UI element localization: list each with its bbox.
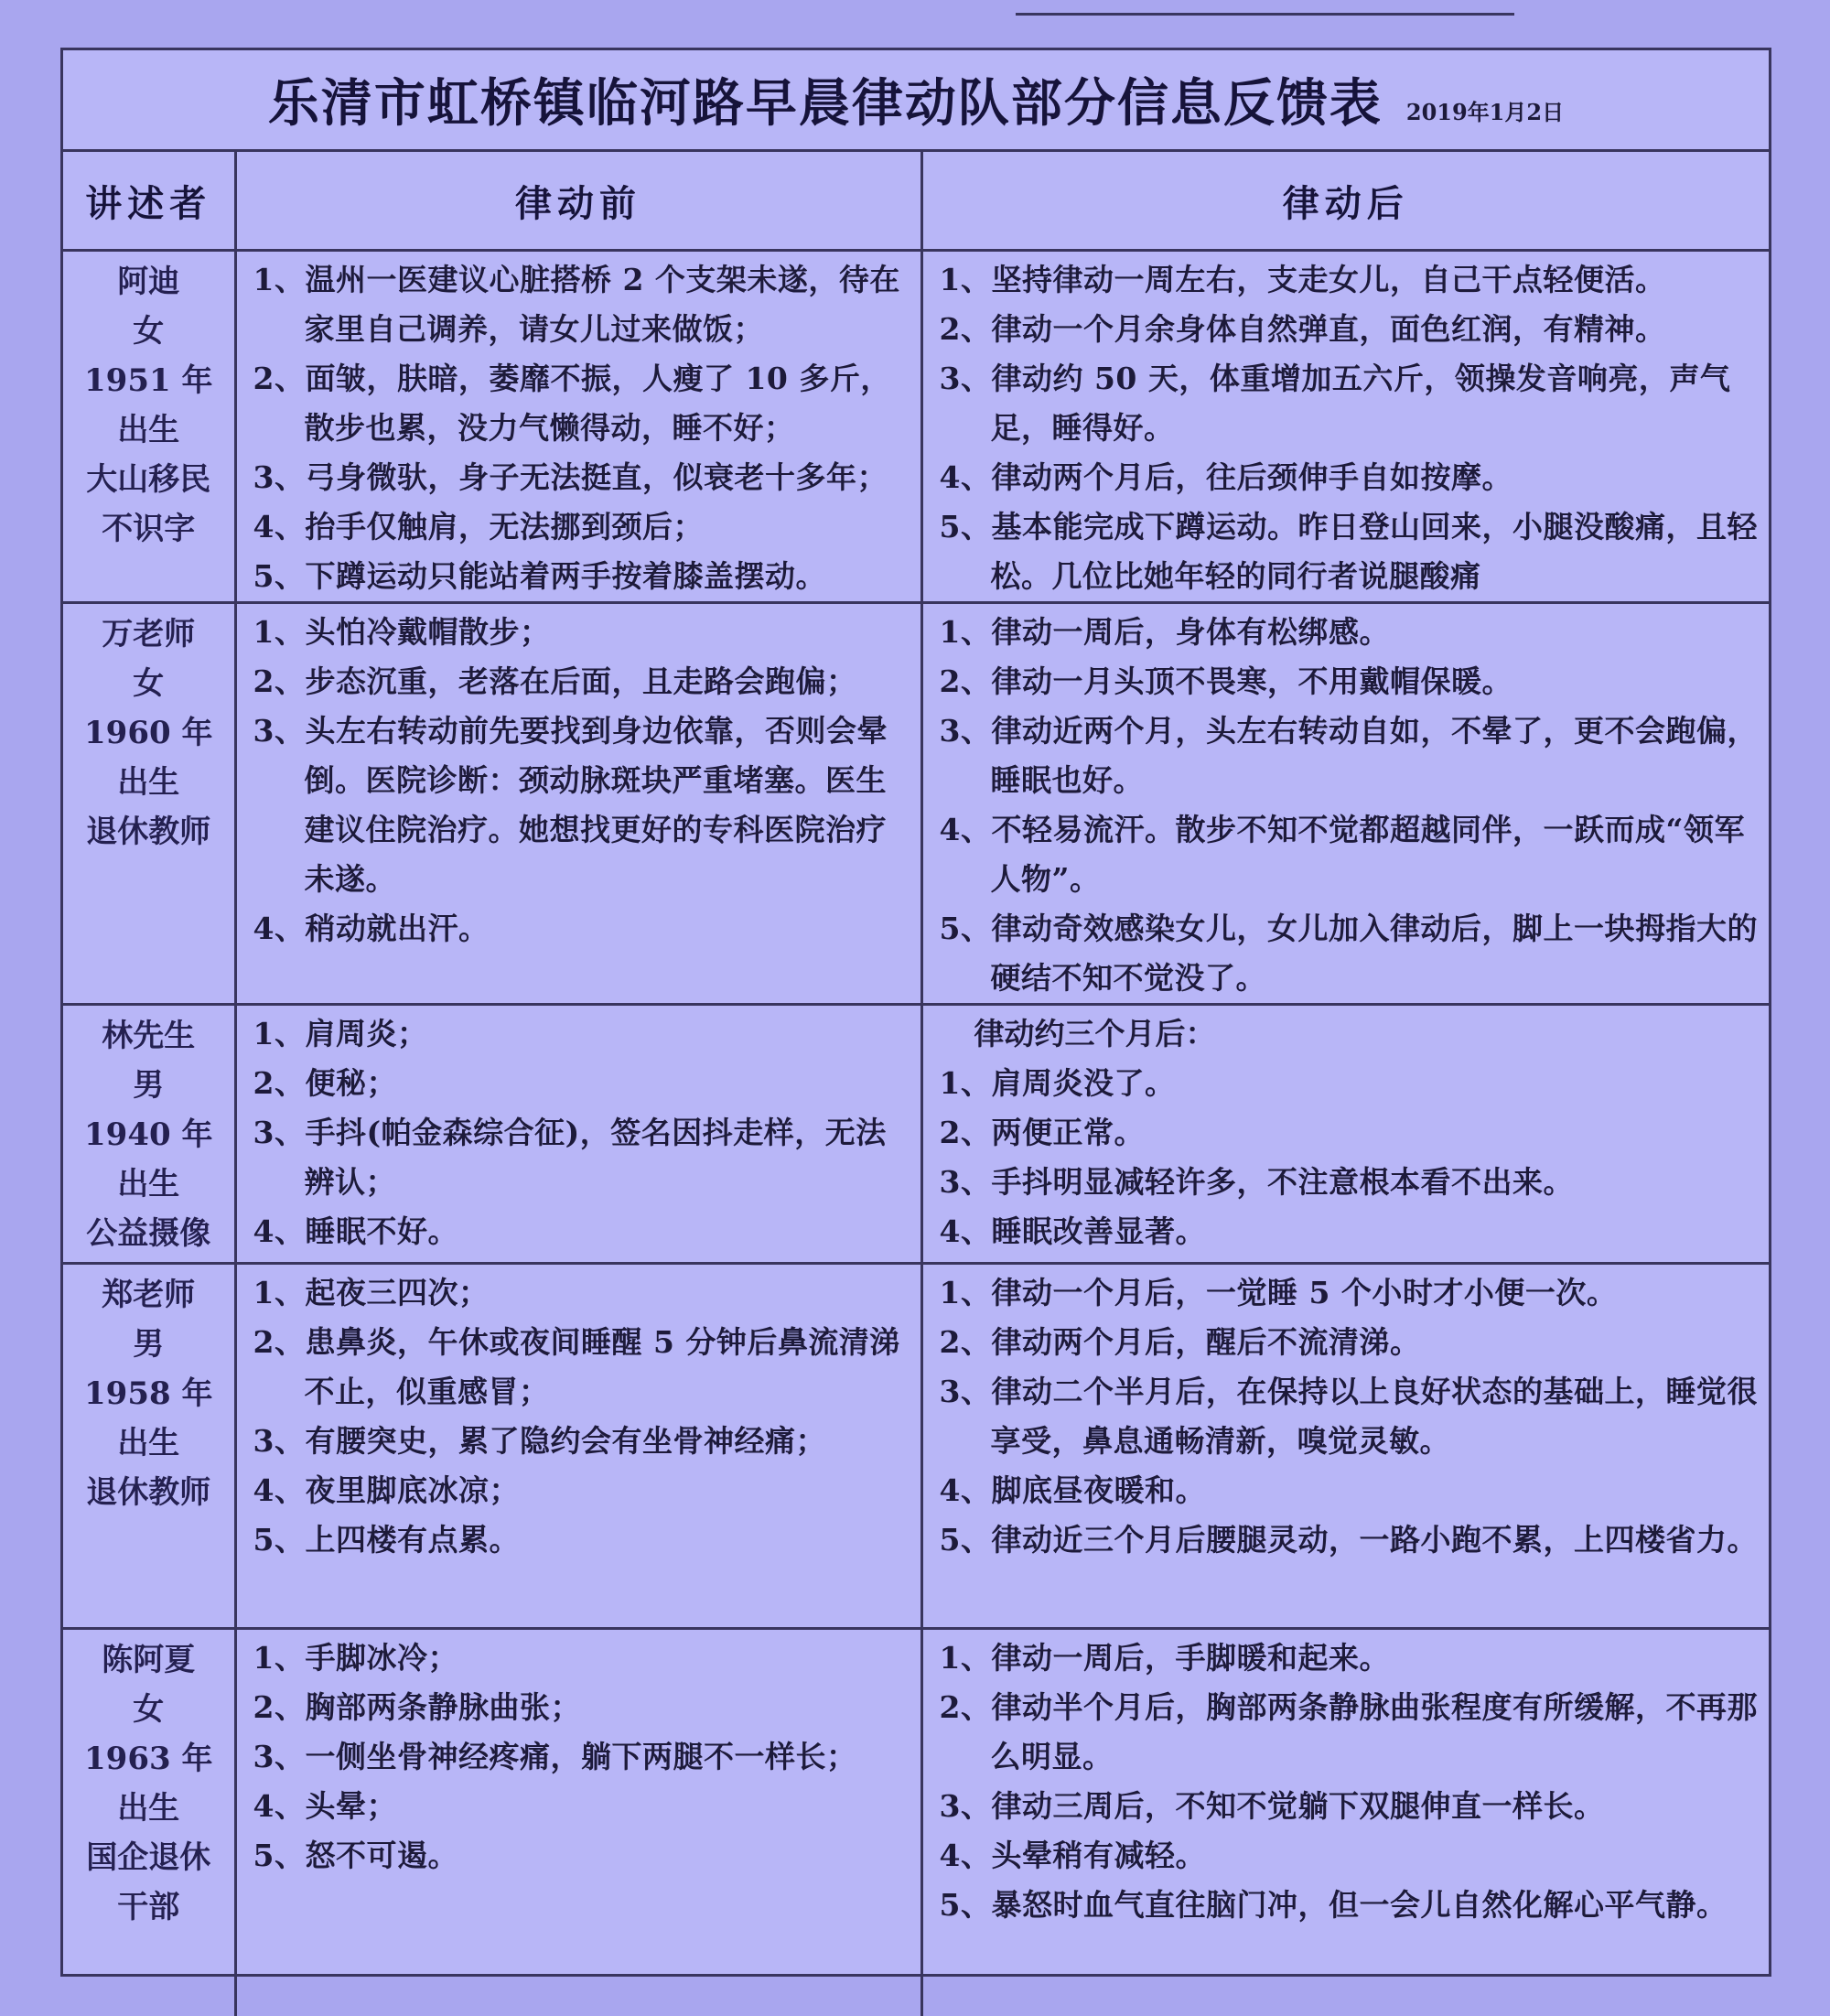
before-item: 5、下蹲运动只能站着两手按着膝盖摆动。 <box>253 552 911 601</box>
before-item: 3、一侧坐骨神经疼痛，躺下两腿不一样长； <box>253 1732 911 1782</box>
before-item: 4、睡眠不好。 <box>253 1207 911 1256</box>
after-cell <box>921 1005 1769 1264</box>
narrator-cell <box>63 1629 235 2016</box>
narrator-line: 女 <box>63 1685 234 1734</box>
after-item: 2、两便正常。 <box>940 1108 1760 1158</box>
narrator-cell <box>63 603 235 1005</box>
before-item: 4、夜里脚底冰凉； <box>253 1466 911 1515</box>
table-row <box>63 251 1769 603</box>
narrator-line: 国企退休 <box>63 1833 234 1882</box>
after-item: 1、律动一个月后，一觉睡 5 个小时才小便一次。 <box>940 1268 1760 1318</box>
after-cell <box>921 603 1769 1005</box>
after-item: 3、律动二个半月后，在保持以上良好状态的基础上，睡觉很享受，鼻息通畅清新，嗅觉灵敏。 <box>940 1367 1760 1466</box>
narrator-line: 万老师 <box>63 609 234 659</box>
narrator-line: 郑老师 <box>63 1270 234 1320</box>
narrator-line: 男 <box>63 1061 234 1110</box>
after-cell <box>921 1629 1769 2016</box>
table-row <box>63 1005 1769 1264</box>
narrator-line: 公益摄像 <box>63 1209 234 1258</box>
narrator-line: 退休教师 <box>63 807 234 857</box>
before-cell <box>235 1264 921 1629</box>
header-after: 律动后 <box>921 152 1769 251</box>
narrator-line: 1958 年 <box>63 1369 234 1418</box>
narrator-cell <box>63 1005 235 1264</box>
narrator-cell <box>63 251 235 603</box>
before-item: 1、温州一医建议心脏搭桥 2 个支架未遂，待在家里自己调养，请女儿过来做饭； <box>253 255 911 354</box>
after-item: 2、律动半个月后，胸部两条静脉曲张程度有所缓解，不再那么明显。 <box>940 1683 1760 1782</box>
table-row <box>63 603 1769 1005</box>
after-item: 5、暴怒时血气直往脑门冲，但一会儿自然化解心平气静。 <box>940 1881 1760 1930</box>
form-date: 2019年1月2日 <box>1406 94 1564 126</box>
before-item: 2、步态沉重，老落在后面，且走路会跑偏； <box>253 657 911 706</box>
narrator-line: 出生 <box>63 758 234 807</box>
header-narrator: 讲述者 <box>63 152 235 251</box>
after-item: 5、律动奇效感染女儿，女儿加入律动后，脚上一块拇指大的硬结不知不觉没了。 <box>940 904 1760 1003</box>
table-row <box>63 1264 1769 1629</box>
before-cell <box>235 1629 921 2016</box>
before-item: 5、上四楼有点累。 <box>253 1515 911 1565</box>
before-item: 3、手抖(帕金森综合征)，签名因抖走样，无法辨认； <box>253 1108 911 1207</box>
after-lead: 律动约三个月后： <box>940 1009 1760 1059</box>
before-item: 4、稍动就出汗。 <box>253 904 911 954</box>
after-item: 2、律动两个月后，醒后不流清涕。 <box>940 1318 1760 1367</box>
before-item: 1、起夜三四次； <box>253 1268 911 1318</box>
title-row <box>63 50 1769 152</box>
narrator-line: 1960 年 <box>63 708 234 758</box>
narrator-line: 男 <box>63 1320 234 1369</box>
after-item: 4、头晕稍有减轻。 <box>940 1831 1760 1881</box>
narrator-line: 1963 年 <box>63 1734 234 1784</box>
after-item: 3、手抖明显减轻许多，不注意根本看不出来。 <box>940 1158 1760 1207</box>
table-row <box>63 1629 1769 2016</box>
after-item: 2、律动一个月余身体自然弹直，面色红润，有精神。 <box>940 305 1760 354</box>
before-item: 4、抬手仅触肩，无法挪到颈后； <box>253 502 911 552</box>
narrator-line: 大山移民 <box>63 455 234 504</box>
narrator-line: 出生 <box>63 1159 234 1209</box>
before-item: 5、怒不可遏。 <box>253 1831 911 1881</box>
after-item: 4、不轻易流汗。散步不知不觉都超越同伴，一跃而成“领军人物”。 <box>940 805 1760 904</box>
after-item: 1、坚持律动一周左右，支走女儿，自己干点轻便活。 <box>940 255 1760 305</box>
narrator-line: 退休教师 <box>63 1468 234 1517</box>
after-cell <box>921 251 1769 603</box>
after-item: 3、律动约 50 天，体重增加五六斤，领操发音响亮，声气足，睡得好。 <box>940 354 1760 453</box>
feedback-form <box>60 48 1771 1977</box>
after-item: 2、律动一月头顶不畏寒，不用戴帽保暖。 <box>940 657 1760 706</box>
before-item: 1、头怕冷戴帽散步； <box>253 608 911 657</box>
after-item: 5、律动近三个月后腰腿灵动，一路小跑不累，上四楼省力。 <box>940 1515 1760 1565</box>
before-item: 3、有腰突史，累了隐约会有坐骨神经痛； <box>253 1417 911 1466</box>
narrator-line: 陈阿夏 <box>63 1635 234 1685</box>
after-item: 1、律动一周后，身体有松绑感。 <box>940 608 1760 657</box>
narrator-line: 出生 <box>63 1418 234 1468</box>
form-title: 乐清市虹桥镇临河路早晨律动队部分信息反馈表 <box>268 63 1383 136</box>
before-item: 3、头左右转动前先要找到身边依靠，否则会晕倒。医院诊断：颈动脉斑块严重堵塞。医生建议住院治疗。她想找更好的专科医院治疗未遂。 <box>253 706 911 904</box>
narrator-cell <box>63 1264 235 1629</box>
after-item: 3、律动三周后，不知不觉躺下双腿伸直一样长。 <box>940 1782 1760 1831</box>
narrator-line: 1951 年 <box>63 356 234 405</box>
narrator-line: 林先生 <box>63 1011 234 1061</box>
before-item: 1、肩周炎； <box>253 1009 911 1059</box>
before-item: 2、便秘； <box>253 1059 911 1108</box>
narrator-line: 出生 <box>63 405 234 455</box>
before-item: 1、手脚冰冷； <box>253 1633 911 1683</box>
after-item: 5、基本能完成下蹲运动。昨日登山回来，小腿没酸痛，且轻松。几位比她年轻的同行者说腿酸痛 <box>940 502 1760 601</box>
feedback-table <box>63 152 1769 2016</box>
before-item: 2、患鼻炎，午休或夜间睡醒 5 分钟后鼻流清涕不止，似重感冒； <box>253 1318 911 1417</box>
narrator-line: 1940 年 <box>63 1110 234 1159</box>
header-before: 律动前 <box>235 152 921 251</box>
after-item: 4、睡眠改善显著。 <box>940 1207 1760 1256</box>
narrator-line: 女 <box>63 307 234 356</box>
after-item: 4、律动两个月后，往后颈伸手自如按摩。 <box>940 453 1760 502</box>
before-item: 2、胸部两条静脉曲张； <box>253 1683 911 1732</box>
narrator-line: 干部 <box>63 1882 234 1932</box>
narrator-line: 阿迪 <box>63 257 234 307</box>
narrator-line: 出生 <box>63 1784 234 1833</box>
after-item: 4、脚底昼夜暖和。 <box>940 1466 1760 1515</box>
before-cell <box>235 603 921 1005</box>
before-item: 4、头晕； <box>253 1782 911 1831</box>
before-cell <box>235 1005 921 1264</box>
after-cell <box>921 1264 1769 1629</box>
before-item: 2、面皱，肤暗，萎靡不振，人瘦了 10 多斤，散步也累，没力气懒得动，睡不好； <box>253 354 911 453</box>
narrator-line: 女 <box>63 659 234 708</box>
before-item: 3、弓身微驮，身子无法挺直，似衰老十多年； <box>253 453 911 502</box>
after-item: 3、律动近两个月，头左右转动自如，不晕了，更不会跑偏，睡眠也好。 <box>940 706 1760 805</box>
after-item: 1、肩周炎没了。 <box>940 1059 1760 1108</box>
before-cell <box>235 251 921 603</box>
narrator-line: 不识字 <box>63 504 234 554</box>
after-item: 1、律动一周后，手脚暖和起来。 <box>940 1633 1760 1683</box>
top-rule-line <box>1016 13 1514 16</box>
